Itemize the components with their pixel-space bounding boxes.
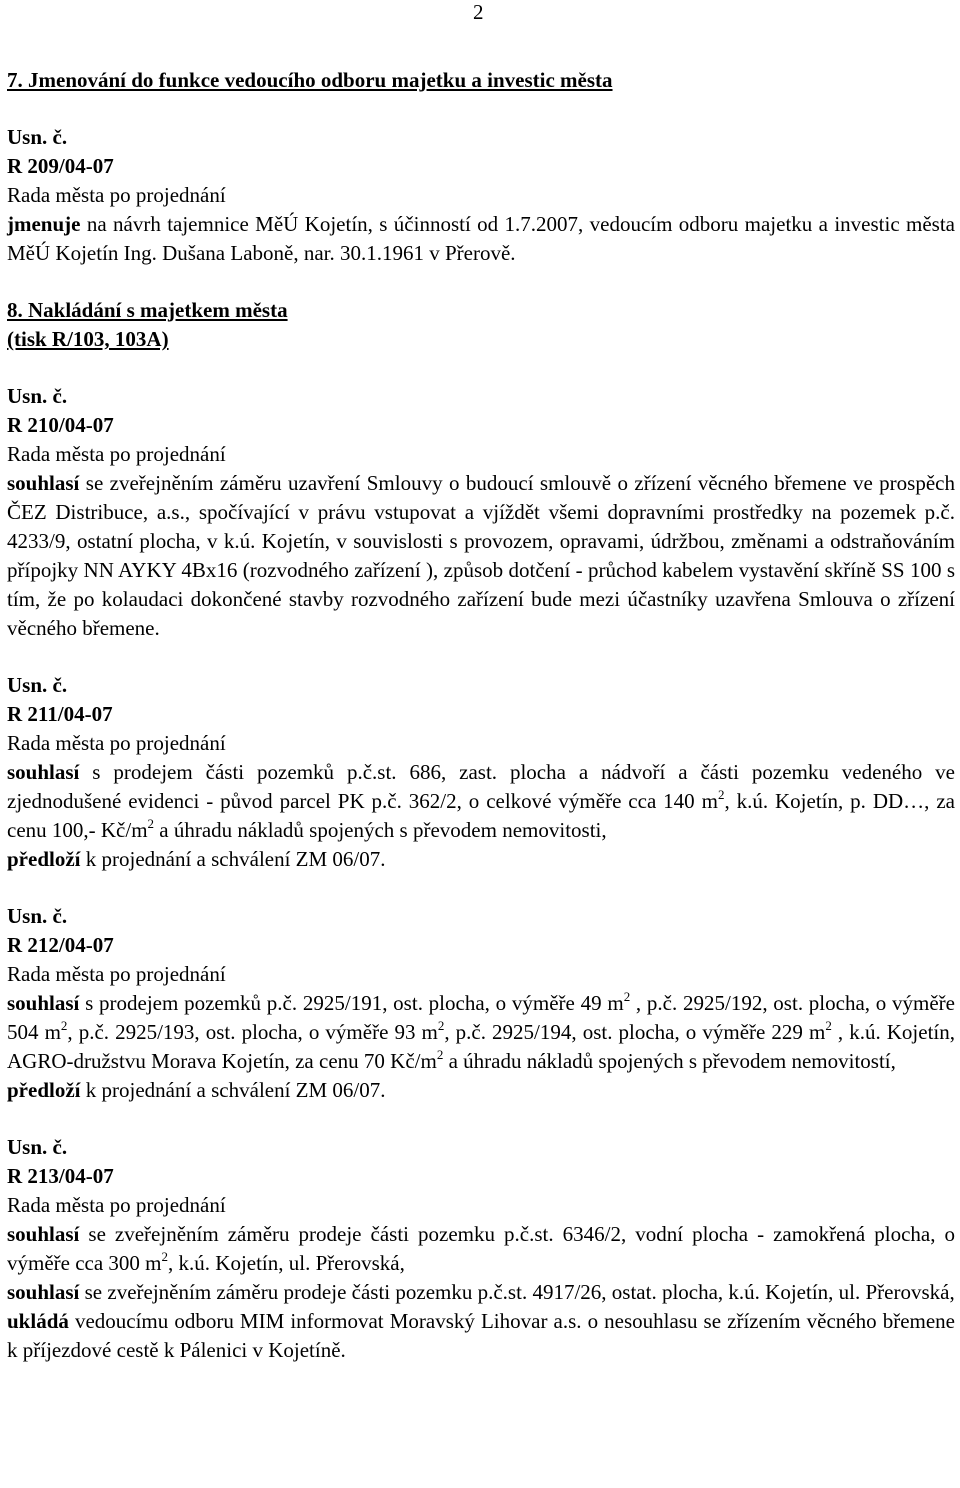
- resolution-verb: souhlasí: [7, 471, 80, 495]
- resolution-text: ukládá vedoucímu odboru MIM informovat Moravský Lihovar a.s. o nesouhlasu se zřízením věcného břemene k příjezdové cestě k Pálenici v Kojetíně.: [7, 1309, 955, 1362]
- resolution-text: souhlasí s prodejem části pozemků p.č.st. 686, zast. plocha a nádvoří a části pozemku vedeného ve zjednodušené evidenci - původ parcel PK p.č. 362/2, o celkové výměře cca 140 $m^2$, k.ú. Kojetín, p. DD…, za cenu 100,- $Kč/m^2$ a úhradu nákladů spojených s převodem nemovitosti,: [7, 760, 955, 842]
- usn-label: Usn. č.: [7, 384, 68, 408]
- resolution-number: R 209/04-07: [7, 154, 114, 178]
- resolution-verb: předloží: [7, 1078, 81, 1102]
- resolution-intro: Rada města po projednání: [7, 962, 226, 986]
- resolution-followup: předloží k projednání a schválení ZM 06/07.: [7, 1078, 386, 1102]
- resolution-intro: Rada města po projednání: [7, 442, 226, 466]
- usn-label: Usn. č.: [7, 1135, 68, 1159]
- resolution-followup: předloží k projednání a schválení ZM 06/07.: [7, 847, 386, 871]
- section-8-heading: 8. Nakládání s majetkem města: [7, 298, 288, 322]
- resolution-verb: jmenuje: [7, 212, 81, 236]
- resolution-intro: Rada města po projednání: [7, 183, 226, 207]
- resolution-number: R 213/04-07: [7, 1164, 114, 1188]
- resolution-verb: předloží: [7, 847, 81, 871]
- section-8-subheading: (tisk R/103, 103A): [7, 327, 169, 351]
- resolution-text: souhlasí se zveřejněním záměru prodeje části pozemku p.č.st. 4917/26, ostat. plocha, k.ú. Kojetín, ul. Přerovská,: [7, 1280, 955, 1304]
- document-body: [7, 66, 955, 1365]
- resolution-number: R 210/04-07: [7, 413, 114, 437]
- resolution-number: R 211/04-07: [7, 702, 113, 726]
- resolution-text: souhlasí se zveřejněním záměru prodeje části pozemku p.č.st. 6346/2, vodní plocha - zamokřená plocha, o výměře cca 300 $m^2$, k.ú. Kojetín, ul. Přerovská,: [7, 1222, 955, 1275]
- resolution-text: souhlasí s prodejem pozemků p.č. 2925/191, ost. plocha, o výměře 49 $m^2$ , p.č. 2925/192, ost. plocha, o výměře 504 $m^2$, p.č. 2925/193, ost. plocha, o výměře 93 $m^2$, p.č. 2925/194, ost. plocha, o výměře 229 $m^2$ , k.ú. Kojetín, AGRO-družstvu Morava Kojetín, za cenu 70 $Kč/m^2$ a úhradu nákladů spojených s převodem nemovitostí,: [7, 989, 955, 1073]
- resolution-text: jmenuje na návrh tajemnice MěÚ Kojetín, s účinností od 1.7.2007, vedoucím odboru majetku a investic města MěÚ Kojetín Ing. Dušana Laboně, nar. 30.1.1961 v Přerově.: [7, 212, 955, 265]
- resolution-verb: souhlasí: [7, 1222, 80, 1246]
- resolution-text: souhlasí se zveřejněním záměru uzavření Smlouvy o budoucí smlouvě o zřízení věcného břemene ve prospěch ČEZ Distribuce, a.s., spočívající v právu vstupovat a vjíždět všemi dopravními prostředky na pozemek p.č. 4233/9, ostatní plocha, v k.ú. Kojetín, v souvislosti s provozem, opravami, údržbou, změnami a odstraňováním přípojky NN AYKY 4Bx16 (rozvodného zařízení ), způsob dotčení - průchod kabelem vystavění skříně SS 100 s tím, že po kolaudaci dokončené stavby rozvodného zařízení bude mezi účastníky uzavřena Smlouva o zřízení věcného břemene.: [7, 471, 955, 640]
- page-number: 2: [473, 0, 484, 24]
- resolution-verb: ukládá: [7, 1309, 69, 1333]
- usn-label: Usn. č.: [7, 673, 68, 697]
- usn-label: Usn. č.: [7, 904, 68, 928]
- resolution-intro: Rada města po projednání: [7, 731, 226, 755]
- resolution-verb: souhlasí: [7, 991, 80, 1015]
- section-7-heading: 7. Jmenování do funkce vedoucího odboru majetku a investic města: [7, 68, 613, 92]
- resolution-intro: Rada města po projednání: [7, 1193, 226, 1217]
- resolution-verb: souhlasí: [7, 760, 80, 784]
- usn-label: Usn. č.: [7, 125, 68, 149]
- resolution-verb: souhlasí: [7, 1280, 80, 1304]
- resolution-number: R 212/04-07: [7, 933, 114, 957]
